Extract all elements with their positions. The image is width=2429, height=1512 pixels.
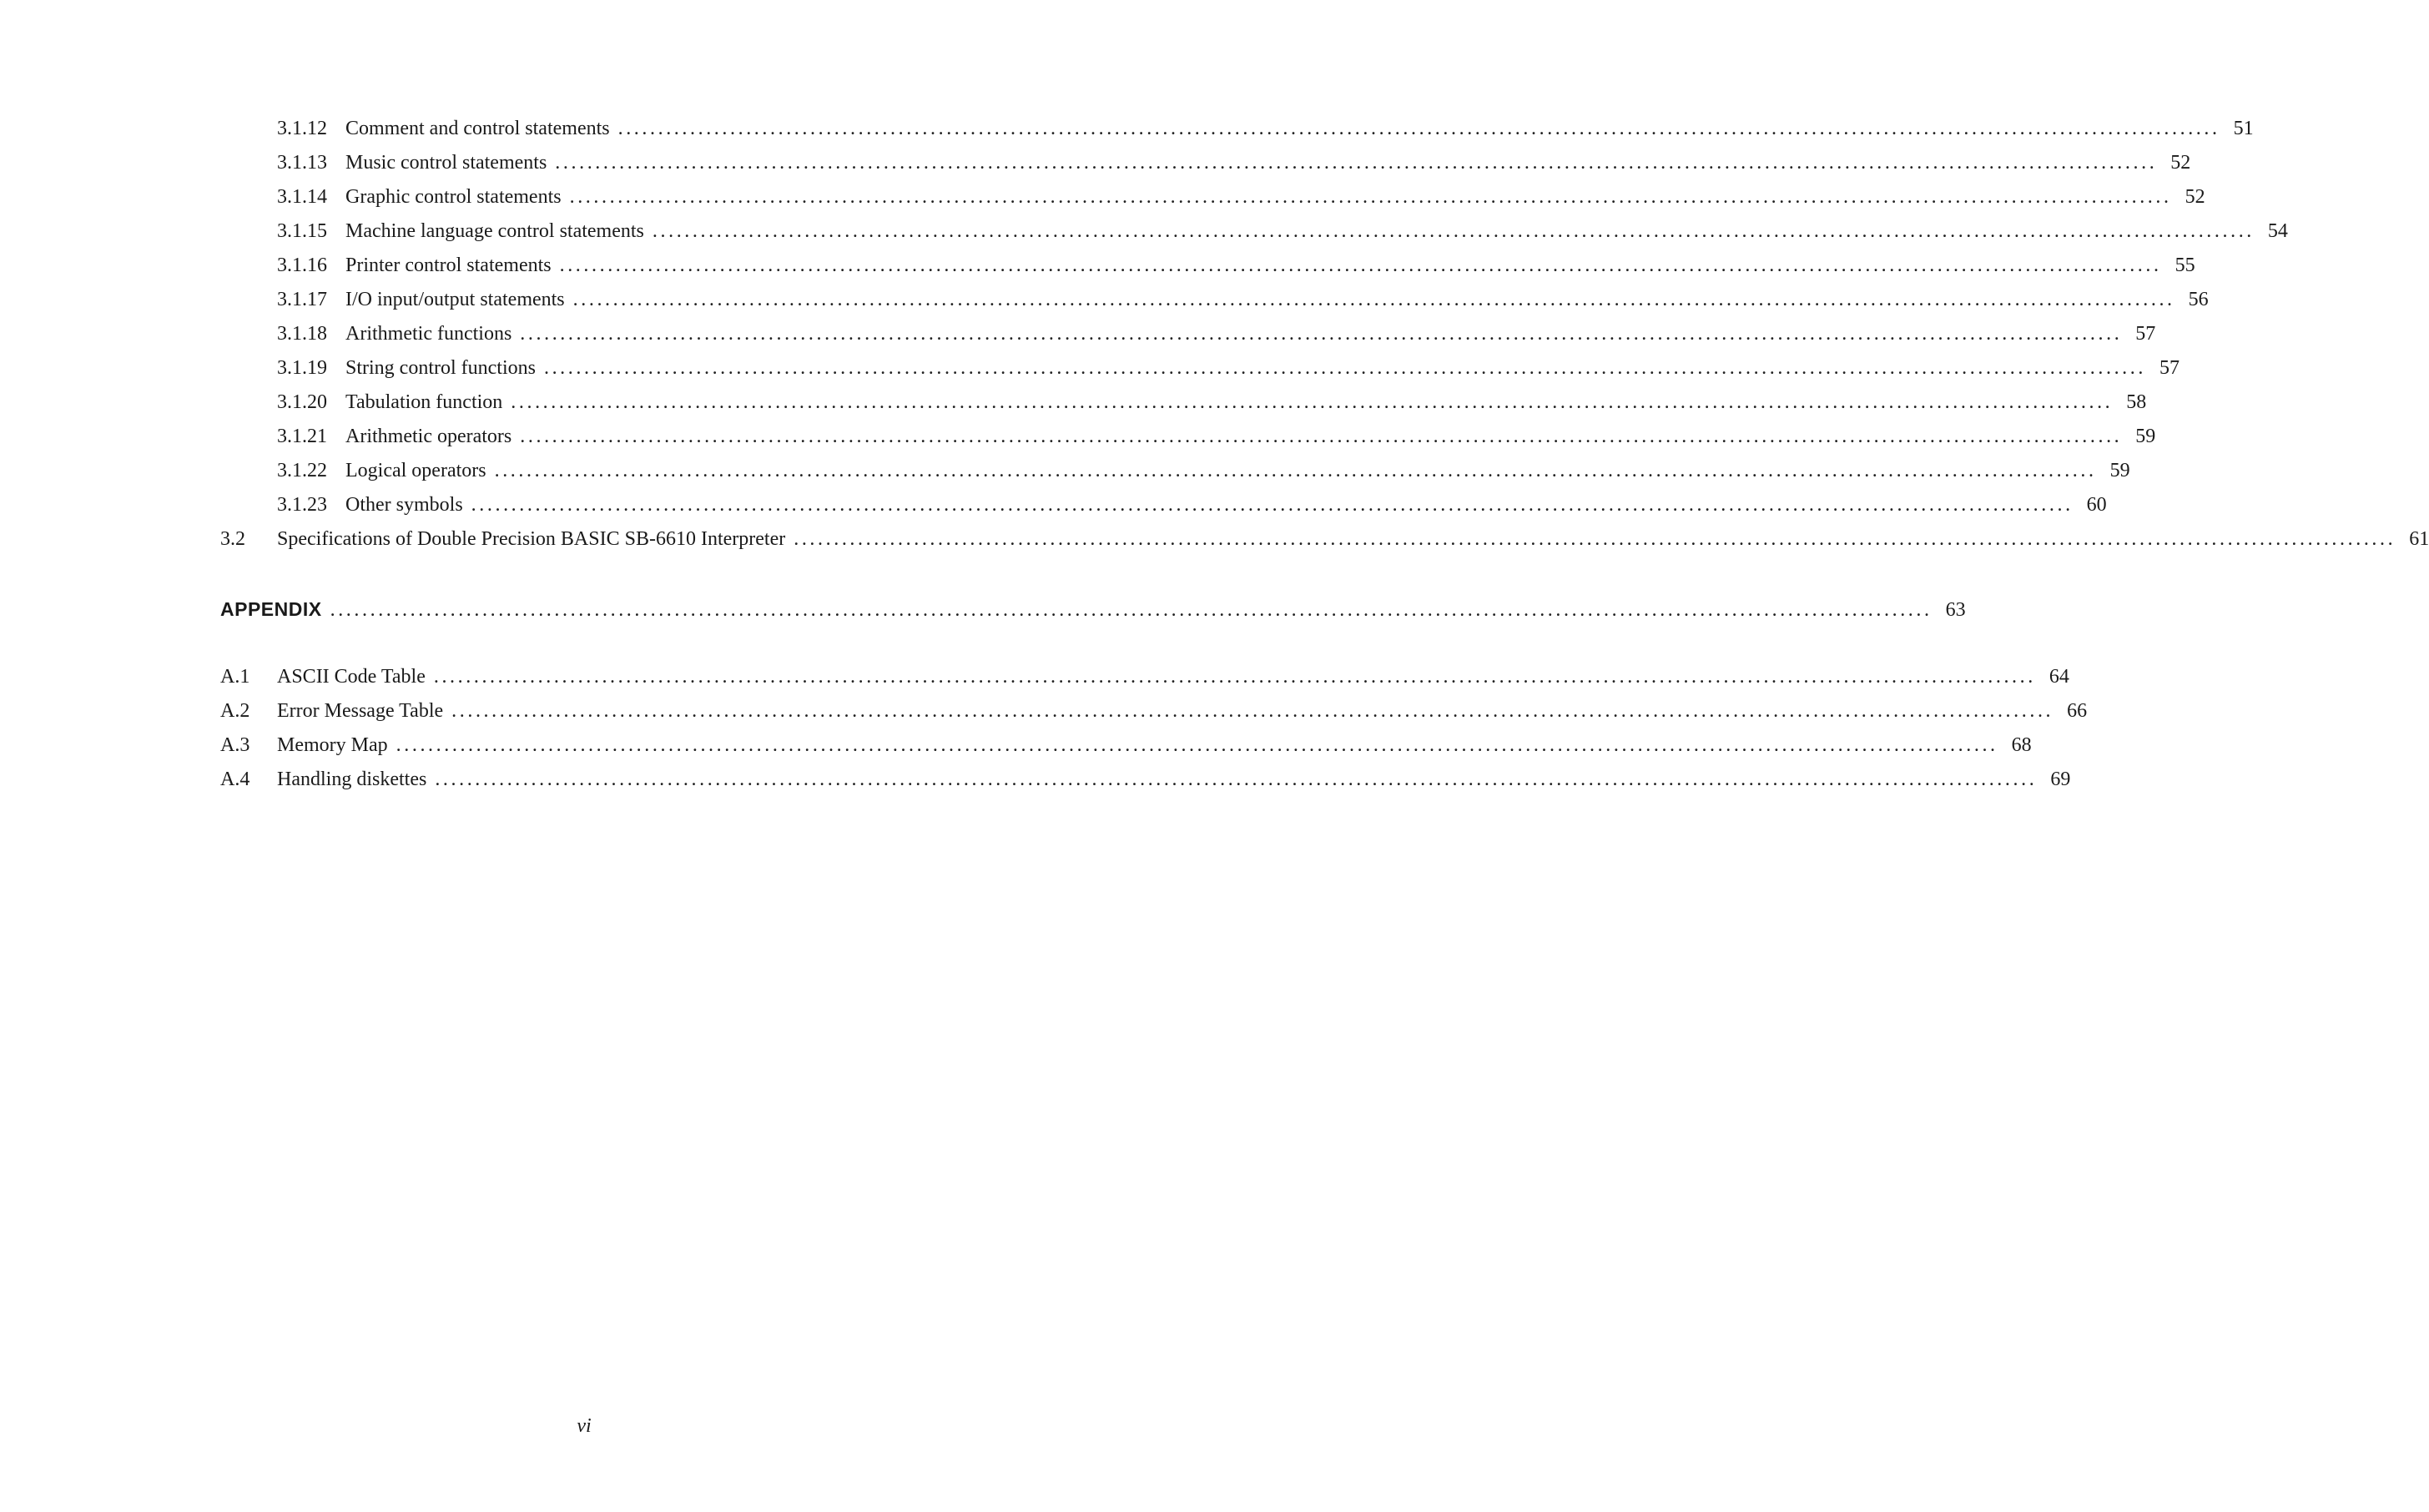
toc-entry-title: Arithmetic operators — [345, 426, 512, 447]
table-of-contents — [220, 112, 2429, 797]
toc-entry-title: Comment and control statements — [345, 118, 610, 139]
dot-leader: ........................................................................................................................................................................................................ — [451, 700, 2054, 722]
toc-entry — [220, 249, 2195, 283]
dot-leader: ........................................................................................................................................................................................................ — [520, 426, 2123, 447]
toc-entry-number: A.4 — [220, 769, 250, 790]
toc-entry — [220, 420, 2156, 454]
toc-entry-page: 57 — [2135, 323, 2156, 345]
dot-leader: ........................................................................................................................................................................................................ — [555, 152, 2158, 174]
toc-appendix-heading — [220, 592, 1966, 627]
toc-entry-page: 68 — [2011, 734, 2032, 756]
toc-entry-number: 3.1.17 — [277, 289, 327, 310]
toc-entry — [220, 112, 2254, 146]
toc-appendix-entry — [220, 660, 2069, 694]
dot-leader: ........................................................................................................................................................................................................ — [471, 494, 2074, 516]
toc-entry-title: Machine language control statements — [345, 220, 644, 242]
dot-leader: ........................................................................................................................................................................................................ — [559, 255, 2162, 276]
toc-entry-title: ASCII Code Table — [277, 666, 426, 688]
toc-entry-page: 51 — [2233, 118, 2254, 139]
toc-entry-page: 59 — [2109, 460, 2130, 481]
dot-leader: ........................................................................................................................................................................................................ — [511, 391, 2114, 413]
toc-entry-title: Printer control statements — [345, 255, 552, 276]
toc-entry — [220, 180, 2205, 214]
dot-leader: ........................................................................................................................................................................................................ — [433, 666, 2036, 688]
toc-entry — [220, 454, 2130, 488]
dot-leader: ........................................................................................................................................................................................................ — [543, 357, 2146, 379]
toc-entry-title: Other symbols — [345, 494, 463, 516]
toc-entry-page: 52 — [2185, 186, 2205, 208]
toc-entry-title: Tabulation function — [345, 391, 503, 413]
dot-leader: ........................................................................................................................................................................................................ — [569, 186, 2172, 208]
dot-leader: ........................................................................................................................................................................................................ — [396, 734, 1998, 756]
dot-leader: ........................................................................................................................................................................................................ — [794, 528, 2396, 550]
toc-appendix-entry — [220, 694, 2088, 728]
toc-entry-title: Error Message Table — [277, 700, 444, 722]
toc-entry-number: 3.1.16 — [277, 255, 327, 276]
toc-entry-page: 69 — [2050, 769, 2071, 790]
toc-entry-page: 55 — [2175, 255, 2195, 276]
toc-section-entry — [220, 522, 2429, 557]
appendix-title: APPENDIX — [220, 598, 322, 620]
toc-entry-title: Logical operators — [345, 460, 486, 481]
toc-entry-title: Graphic control statements — [345, 186, 562, 208]
toc-section-title: Specifications of Double Precision BASIC SB-6610 Interpreter — [277, 528, 786, 550]
toc-entry-number: A.1 — [220, 666, 250, 688]
toc-entry — [220, 317, 2156, 351]
toc-section-page: 61 — [2409, 528, 2429, 550]
toc-entry-number: A.3 — [220, 734, 250, 756]
toc-appendix-entry — [220, 728, 2032, 763]
toc-appendix-entry — [220, 763, 2071, 797]
toc-entry-title: String control functions — [345, 357, 536, 379]
toc-entry-page: 57 — [2159, 357, 2180, 379]
toc-entry-number: 3.1.15 — [277, 220, 327, 242]
toc-entry-page: 52 — [2170, 152, 2191, 174]
toc-entry-number: 3.1.23 — [277, 494, 327, 516]
toc-entry-number: 3.1.21 — [277, 426, 327, 447]
toc-entry — [220, 386, 2147, 420]
toc-entry-title: Arithmetic functions — [345, 323, 512, 345]
toc-entry-title: Handling diskettes — [277, 769, 427, 790]
toc-entry — [220, 214, 2288, 249]
dot-leader: ........................................................................................................................................................................................................ — [494, 460, 2097, 481]
toc-entry — [220, 146, 2191, 180]
toc-entry-number: 3.1.13 — [277, 152, 327, 174]
toc-entry — [220, 351, 2180, 386]
appendix-page: 63 — [1945, 599, 1966, 621]
dot-leader: ........................................................................................................................................................................................................ — [330, 599, 1933, 621]
toc-entry-page: 58 — [2126, 391, 2147, 413]
toc-section-number: 3.2 — [220, 528, 245, 550]
toc-entry-number: 3.1.19 — [277, 357, 327, 379]
toc-entry-page: 59 — [2135, 426, 2156, 447]
spacer — [220, 627, 978, 660]
toc-entry-number: 3.1.12 — [277, 118, 327, 139]
page-number-footer: vi — [577, 1415, 592, 1437]
spacer — [220, 557, 978, 592]
dot-leader: ........................................................................................................................................................................................................ — [652, 220, 2255, 242]
toc-entry-title: I/O input/output statements — [345, 289, 565, 310]
toc-entry-page: 66 — [2067, 700, 2088, 722]
toc-entry-number: 3.1.20 — [277, 391, 327, 413]
toc-entry-page: 54 — [2267, 220, 2288, 242]
toc-entry-number: 3.1.18 — [277, 323, 327, 345]
dot-leader: ........................................................................................................................................................................................................ — [572, 289, 2175, 310]
toc-entry-page: 60 — [2086, 494, 2107, 516]
toc-entry-number: 3.1.22 — [277, 460, 327, 481]
toc-entry-title: Music control statements — [345, 152, 547, 174]
toc-entry — [220, 488, 2107, 522]
dot-leader: ........................................................................................................................................................................................................ — [520, 323, 2123, 345]
toc-entry-number: A.2 — [220, 700, 250, 722]
toc-entry — [220, 283, 2209, 317]
toc-entry-number: 3.1.14 — [277, 186, 327, 208]
dot-leader: ........................................................................................................................................................................................................ — [435, 769, 2038, 790]
toc-entry-page: 64 — [2049, 666, 2069, 688]
dot-leader: ........................................................................................................................................................................................................ — [617, 118, 2220, 139]
toc-entry-title: Memory Map — [277, 734, 388, 756]
toc-entry-page: 56 — [2188, 289, 2209, 310]
